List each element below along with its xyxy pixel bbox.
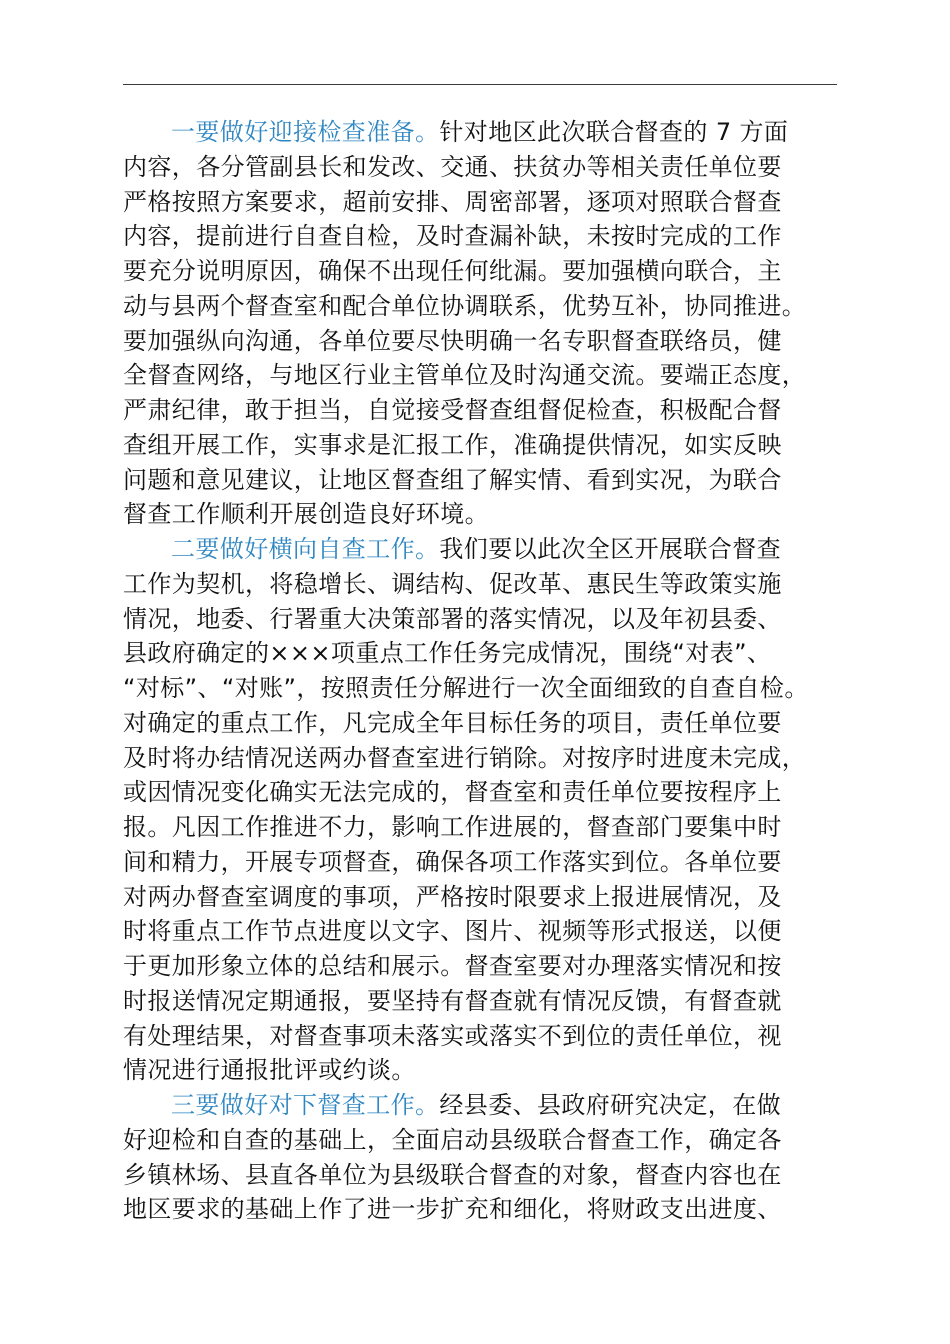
paragraph-2-line-10: 间和精力，开展专项督查，确保各项工作落实到位。各单位要 <box>123 847 782 876</box>
paragraph-1-line-8: 全督查网络，与地区行业主管单位及时沟通交流。要端正态度， <box>123 361 807 390</box>
paragraph-2-line-3: 情况，地委、行署重大决策部署的落实情况，以及年初县委、 <box>123 604 782 633</box>
paragraph-2-line-8: 或因情况变化确实无法完成的，督查室和责任单位要按程序上 <box>123 778 782 807</box>
header-rule <box>123 84 837 85</box>
paragraph-1-line-10: 查组开展工作，实事求是汇报工作，准确提供情况，如实反映 <box>123 430 782 459</box>
paragraph-2-heading: 二要做好横向自查工作。 <box>171 535 440 563</box>
paragraph-1-text: 针对地区此次联合督查的 7 方面 <box>439 118 789 146</box>
paragraph-2-line-5: “对标”、“对账”，按照责任分解进行一次全面细致的自查自检。 <box>123 674 809 702</box>
paragraph-3-line-4: 地区要求的基础上作了进一步扩充和细化，将财政支出进度、 <box>123 1195 782 1224</box>
paragraph-1-line-1 <box>123 115 853 150</box>
paragraph-2-line-2: 工作为契机，将稳增长、调结构、促改革、惠民生等政策实施 <box>123 569 782 598</box>
paragraph-1-line-6: 动与县两个督查室和配合单位协调联系，优势互补，协同推进。 <box>123 291 807 320</box>
paragraph-2-line-7: 及时将办结情况送两办督查室进行销除。对按序时进度未完成， <box>123 743 807 772</box>
paragraph-1-line-3: 严格按照方案要求，超前安排、周密部署，逐项对照联合督查 <box>123 187 782 216</box>
paragraph-3-line-1 <box>123 1088 853 1123</box>
paragraph-2-line-14: 时报送情况定期通报，要坚持有督查就有情况反馈，有督查就 <box>123 986 782 1015</box>
paragraph-3-line-2: 好迎检和自查的基础上，全面启动县级联合督查工作，确定各 <box>123 1125 782 1154</box>
paragraph-2-line-12: 时将重点工作节点进度以文字、图片、视频等形式报送，以便 <box>123 917 782 946</box>
paragraph-1-heading: 一要做好迎接检查准备。 <box>171 118 440 146</box>
paragraph-2-line-1 <box>123 532 853 567</box>
paragraph-2-line-4: 县政府确定的×××项重点工作任务完成情况，围绕“对表”、 <box>123 639 772 668</box>
paragraph-1-line-7: 要加强纵向沟通，各单位要尽快明确一名专职督查联络员，健 <box>123 326 782 355</box>
paragraph-1-line-2: 内容，各分管副县长和发改、交通、扶贫办等相关责任单位要 <box>123 152 782 181</box>
paragraph-2-line-16: 情况进行通报批评或约谈。 <box>123 1056 416 1085</box>
paragraph-1-line-4: 内容，提前进行自查自检，及时查漏补缺，未按时完成的工作 <box>123 222 782 251</box>
document-body <box>123 115 853 1227</box>
paragraph-3-text: 经县委、县政府研究决定，在做 <box>439 1091 782 1119</box>
paragraph-1-line-12: 督查工作顺利开展创造良好环境。 <box>123 500 489 529</box>
paragraph-3-line-3: 乡镇林场、县直各单位为县级联合督查的对象，督查内容也在 <box>123 1160 782 1189</box>
paragraph-1-line-9: 严肃纪律，敢于担当，自觉接受督查组督促检查，积极配合督 <box>123 396 782 424</box>
paragraph-2-line-13: 于更加形象立体的总结和展示。督查室要对办理落实情况和按 <box>123 952 782 980</box>
paragraph-2-line-15: 有处理结果，对督查事项未落实或落实不到位的责任单位，视 <box>123 1021 782 1050</box>
paragraph-1-line-11: 问题和意见建议，让地区督查组了解实情、看到实况，为联合 <box>123 465 782 494</box>
paragraph-1-line-5: 要充分说明原因，确保不出现任何纰漏。要加强横向联合，主 <box>123 257 782 285</box>
paragraph-2-line-11: 对两办督查室调度的事项，严格按时限要求上报进展情况，及 <box>123 882 782 911</box>
paragraph-2-line-6: 对确定的重点工作，凡完成全年目标任务的项目，责任单位要 <box>123 708 782 737</box>
paragraph-2-text: 我们要以此次全区开展联合督查 <box>439 535 782 563</box>
paragraph-2-line-9: 报。凡因工作推进不力，影响工作进展的，督查部门要集中时 <box>123 813 782 841</box>
paragraph-3-heading: 三要做好对下督查工作。 <box>171 1091 440 1119</box>
